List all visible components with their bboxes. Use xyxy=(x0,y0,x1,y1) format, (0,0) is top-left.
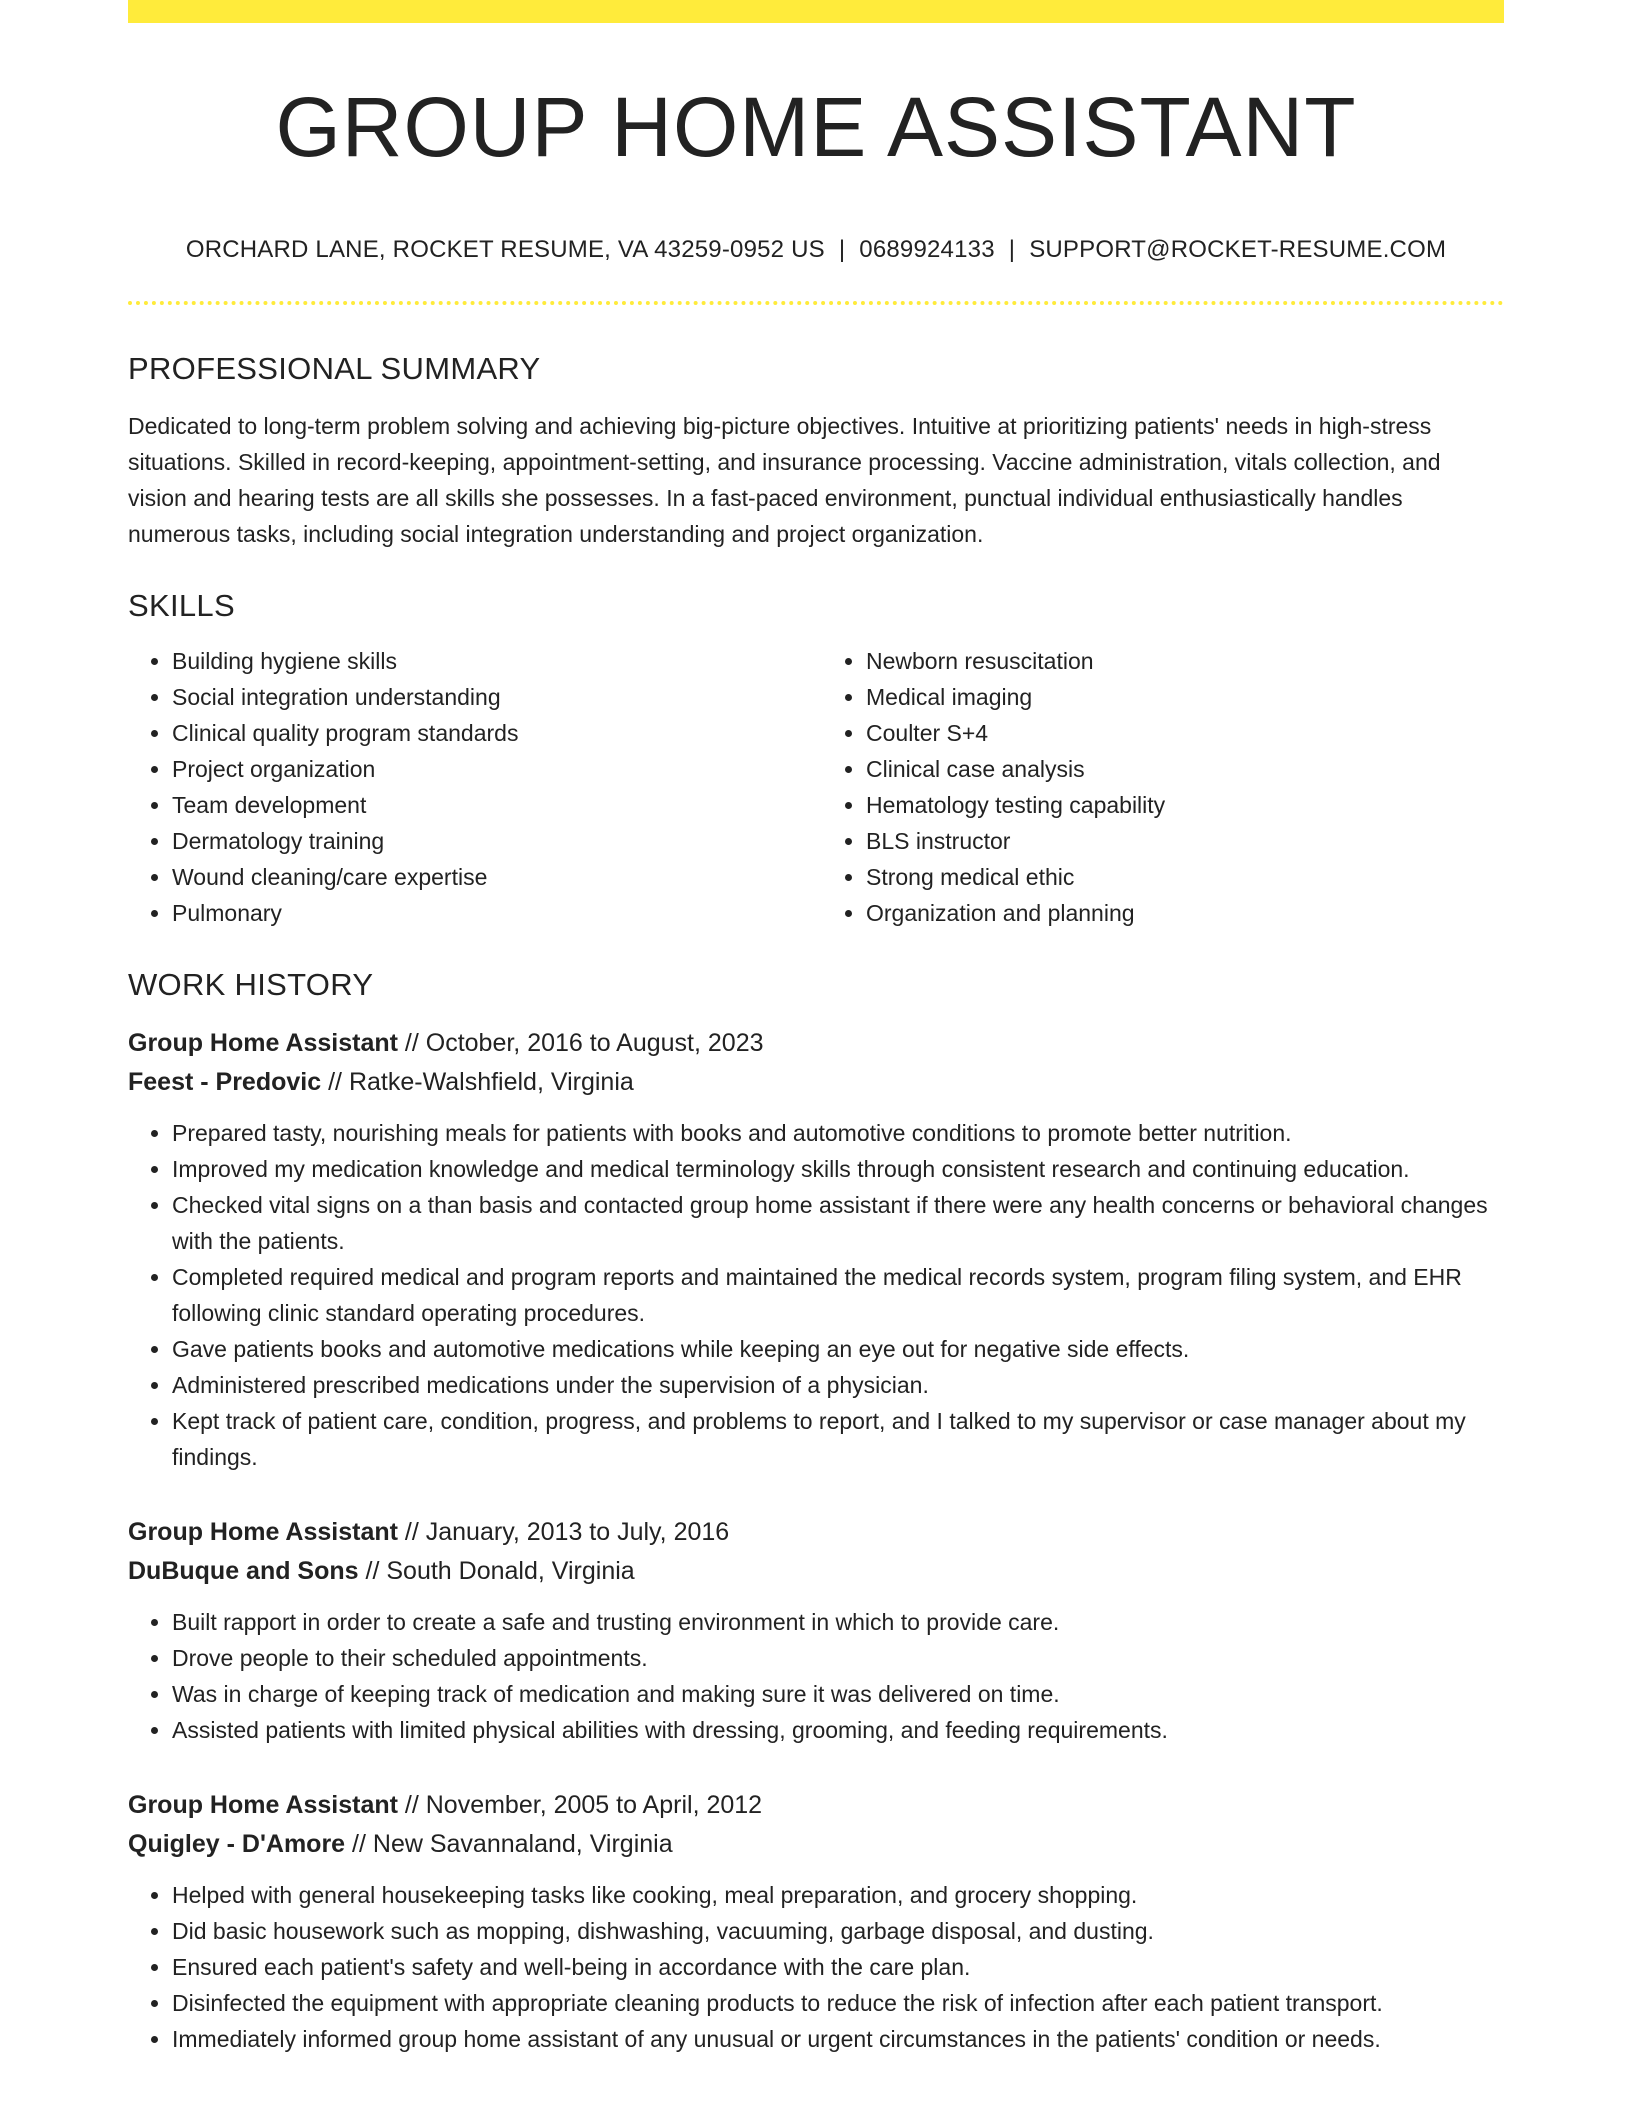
skill-item: • Medical imaging xyxy=(866,679,1504,715)
job-entry xyxy=(128,1786,1504,2057)
summary-text: Dedicated to long-term problem solving and achieving big-picture objectives. Intuitive at prioritizing patients' needs in high-stress situations. Skilled in record-keeping, appointment-setting, and insurance processing. Vaccine administration, vitals collection, and vision and hearing tests are all skills she possesses. In a fast-paced environment, punctual individual enthusiastically handles numerous tasks, including social integration understanding and project organization. xyxy=(128,413,1441,547)
job-bullet: • Immediately informed group home assistant of any unusual or urgent circumstances in the patients' condition or needs. xyxy=(172,2021,1504,2057)
skill-item: • Clinical quality program standards xyxy=(172,715,816,751)
job-dates: January, 2013 to July, 2016 xyxy=(425,1518,730,1546)
job-location: Ratke-Walshfield, Virginia xyxy=(348,1068,634,1096)
job-bullet: • Assisted patients with limited physical abilities with dressing, grooming, and feeding requirements. xyxy=(172,1712,1504,1748)
resume-page xyxy=(128,0,1504,2057)
job-bullet: • Kept track of patient care, condition, progress, and problems to report, and I talked to my supervisor or case manager about my findings. xyxy=(172,1403,1504,1475)
skills-column-left xyxy=(128,643,816,931)
job-role: Group Home Assistant xyxy=(128,1791,398,1819)
skills-list xyxy=(128,643,1504,931)
job-company-line xyxy=(128,1825,1504,1864)
job-bullet: • Disinfected the equipment with appropriate cleaning products to reduce the risk of infection after each patient transport. xyxy=(172,1985,1504,2021)
contact-phone: 0689924133 xyxy=(859,236,995,263)
job-bullet: • Gave patients books and automotive medications while keeping an eye out for negative side effects. xyxy=(172,1331,1504,1367)
job-company: Feest - Predovic xyxy=(128,1068,322,1096)
job-bullet: • Ensured each patient's safety and well-being in accordance with the care plan. xyxy=(172,1949,1504,1985)
skill-item: • Project organization xyxy=(172,751,816,787)
job-separator: // xyxy=(345,1830,373,1858)
skill-item: • Organization and planning xyxy=(866,895,1504,931)
job-role: Group Home Assistant xyxy=(128,1518,398,1546)
job-separator: // xyxy=(397,1029,426,1057)
job-role-line xyxy=(128,1786,1504,1825)
job-bullet: • Drove people to their scheduled appointments. xyxy=(172,1640,1504,1676)
skill-item: • BLS instructor xyxy=(866,823,1504,859)
job-bullet: • Was in charge of keeping track of medication and making sure it was delivered on time. xyxy=(172,1676,1504,1712)
summary-section xyxy=(128,353,1504,552)
top-accent-bar xyxy=(128,0,1504,23)
contact-line xyxy=(128,238,1504,262)
skill-item: • Wound cleaning/care expertise xyxy=(172,859,816,895)
skill-item: • Coulter S+4 xyxy=(866,715,1504,751)
job-location: New Savannaland, Virginia xyxy=(372,1830,673,1858)
job-separator: // xyxy=(358,1557,387,1585)
job-bullet: • Improved my medication knowledge and medical terminology skills through consistent research and continuing education. xyxy=(172,1151,1504,1187)
contact-separator: | xyxy=(1008,236,1016,263)
skill-item: • Clinical case analysis xyxy=(866,751,1504,787)
skill-item: • Team development xyxy=(172,787,816,823)
job-role: Group Home Assistant xyxy=(128,1029,398,1057)
job-separator: // xyxy=(321,1068,349,1096)
skill-item: • Building hygiene skills xyxy=(172,643,816,679)
job-separator: // xyxy=(397,1791,426,1819)
job-bullet: • Prepared tasty, nourishing meals for patients with books and automotive conditions to promote better nutrition. xyxy=(172,1115,1504,1151)
summary-title: PROFESSIONAL SUMMARY xyxy=(128,351,541,386)
job-bullet: • Checked vital signs on a than basis and contacted group home assistant if there were any health concerns or behavioral changes with the patients. xyxy=(172,1187,1504,1259)
resume-name: GROUP HOME ASSISTANT xyxy=(275,80,1357,174)
contact-email: SUPPORT@ROCKET-RESUME.COM xyxy=(1029,236,1447,263)
skills-title: SKILLS xyxy=(128,588,235,623)
skills-section xyxy=(128,590,1504,931)
job-role-line xyxy=(128,1513,1504,1552)
job-bullet: • Helped with general housekeeping tasks like cooking, meal preparation, and grocery shopping. xyxy=(172,1877,1504,1913)
job-role-line xyxy=(128,1024,1504,1063)
job-bullet: • Did basic housework such as mopping, dishwashing, vacuuming, garbage disposal, and dusting. xyxy=(172,1913,1504,1949)
job-entry xyxy=(128,1024,1504,1475)
job-bullet: • Completed required medical and program reports and maintained the medical records system, program filing system, and EHR following clinic standard operating procedures. xyxy=(172,1259,1504,1331)
skill-item: • Dermatology training xyxy=(172,823,816,859)
job-company-line xyxy=(128,1063,1504,1102)
work-history-section xyxy=(128,969,1504,2057)
skills-column-right xyxy=(816,643,1504,931)
skill-item: • Pulmonary xyxy=(172,895,816,931)
job-location: South Donald, Virginia xyxy=(386,1557,635,1585)
job-separator: // xyxy=(397,1518,426,1546)
job-company: Quigley - D'Amore xyxy=(128,1830,346,1858)
work-history-title: WORK HISTORY xyxy=(128,967,374,1002)
job-bullets xyxy=(128,1877,1504,2057)
job-entry xyxy=(128,1513,1504,1748)
job-company: DuBuque and Sons xyxy=(128,1557,359,1585)
job-bullet: • Administered prescribed medications under the supervision of a physician. xyxy=(172,1367,1504,1403)
skill-item: • Social integration understanding xyxy=(172,679,816,715)
contact-separator: | xyxy=(838,236,846,263)
skill-item: • Newborn resuscitation xyxy=(866,643,1504,679)
job-dates: November, 2005 to April, 2012 xyxy=(425,1791,763,1819)
job-company-line xyxy=(128,1552,1504,1591)
skill-item: • Hematology testing capability xyxy=(866,787,1504,823)
skill-item: • Strong medical ethic xyxy=(866,859,1504,895)
job-bullets xyxy=(128,1115,1504,1475)
job-dates: October, 2016 to August, 2023 xyxy=(425,1029,764,1057)
job-bullets xyxy=(128,1604,1504,1748)
header-divider xyxy=(128,301,1504,305)
contact-address: ORCHARD LANE, ROCKET RESUME, VA 43259-0952 US xyxy=(185,236,825,263)
job-bullet: • Built rapport in order to create a safe and trusting environment in which to provide care. xyxy=(172,1604,1504,1640)
